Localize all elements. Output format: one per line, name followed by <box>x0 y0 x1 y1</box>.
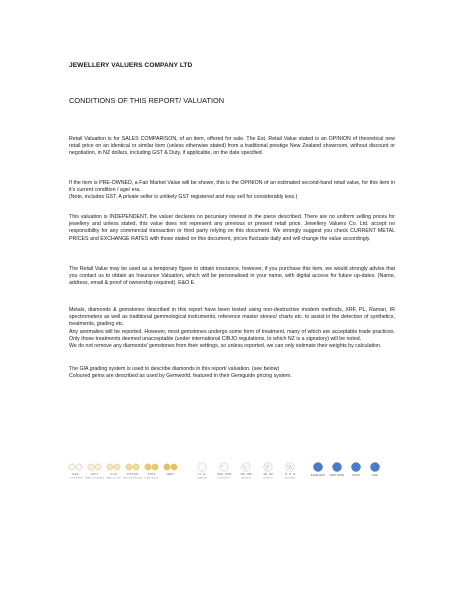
clarity-grade-desc: SLIGHTLY <box>263 477 273 480</box>
cut-grade-label: EXCELLENT <box>311 474 325 477</box>
cut-gem-icon <box>352 463 361 472</box>
paragraph-text: Coloured gems are described as used by Gemworld, featured in their Gemguide pricing system. <box>69 373 292 380</box>
cut-gem-icon <box>371 463 380 472</box>
cut-grade-label: GOOD <box>352 474 360 477</box>
inclusion-dot <box>267 468 268 469</box>
colour-gem-icon <box>171 464 177 470</box>
inclusion-dot <box>268 466 269 467</box>
colour-gem-icon <box>145 464 151 470</box>
colour-grade-label: G H I J <box>90 473 99 476</box>
clarity-grade-desc: V.SLIGHTLY <box>240 477 252 480</box>
colour-grade-desc: FAINT YELLOW <box>106 477 121 480</box>
clarity-gem-icon <box>198 463 206 471</box>
inclusion-dot <box>291 468 292 469</box>
clarity-grade-label: FL · IF <box>198 473 206 476</box>
clarity-grade-desc: INCLUDED <box>285 477 295 480</box>
page-heading: CONDITIONS OF THIS REPORT/ VALUATION <box>69 96 225 105</box>
colour-gem-icon <box>133 464 139 470</box>
clarity-gem-icon <box>264 463 272 471</box>
paragraph-text: Metals, diamonds & gemstones described in this report have been tested using non-destructive modern methods, XRF, PL, Raman, IR spectrometers as well as traditional gemmological instruments, reference master stones/ charts etc. to assist in the detection of synthetics, treatments, grading etc. <box>69 307 395 328</box>
inclusion-dot <box>289 468 290 469</box>
colour-gem-icon <box>69 464 75 470</box>
inclusion-dot <box>222 466 223 467</box>
colour-grade-desc: VERY LIGHT YELLOW <box>122 477 143 480</box>
colour-grade-label: N O P Q R <box>126 473 139 476</box>
paragraph-note: (Note, includes GST. A private seller is unlikely GST registered and may sell for considerably less.) <box>69 194 298 201</box>
paragraph-text: The Retail Value may be used as a temporary figure to obtain insurance, however, if you purchase this item, we would strongly advise that you contact us to obtain an Insurance Valuation, which will be personalised in your name, with digital access for future up-dates. (Name, address, email & proof of ownership required). E&O E. <box>69 266 395 287</box>
paragraph-text: Any anomalies will be reported. However, most gemstones undergo some form of treatment, many of which are acceptable trade practices. Only those treatments deemed unacceptable (under international CIBJO regulations, to which NZ is a signatory) will be noted. <box>69 328 395 342</box>
inclusion-dot <box>245 468 246 469</box>
clarity-grade-label: SI1 · SI2 <box>263 473 273 476</box>
colour-gem-icon <box>152 464 158 470</box>
inclusion-dot <box>290 466 291 467</box>
colour-gem-icon <box>126 464 132 470</box>
clarity-grade-label: VS1 · VS2 <box>240 473 252 476</box>
colour-grade-desc: COLOURLESS <box>69 477 82 480</box>
paragraph-text: Retail Valuation is for SALES COMPARISON, of an item, offered for sale. The Est. Retail Value stated is an OPINION of theoretical new retail price on an identical or similar item (unless otherwise stated) from a traditional prestige New Zealand showroom, without discount or negotiation, in NZ dollars, including GST & Duty, if applicable, on the date specified. <box>69 136 395 157</box>
paragraph-text: This valuation is INDEPENDENT, the valuer declares no pecuniary interest in the piece described. There are no uniform selling prices for jewellery and unless stated, this value does not represent any previous or present retail price. Jewellery Valuers Co. Ltd. accept no responsibility for any commercial transaction or third party relying on this document. We strongly suggest you check CURRENT METAL PRICES and EXCHANGE RATES with those stated on this document, prices fluctuate daily and will change the value accordingly. <box>69 214 395 242</box>
paragraph-text: If the item is PRE-OWNED, a Fair Market Value will be shown, this is the OPINION of an estimated second-hand retail value, for this item in it's current condition / age/ era. <box>69 180 395 194</box>
colour-grade-label: K L M <box>110 473 117 476</box>
cut-grade-label: VERY GOOD <box>329 474 345 477</box>
paragraph-independent <box>69 214 395 243</box>
company-name: JEWELLERY VALUERS COMPANY LTD <box>69 62 193 69</box>
cut-grade-label: FAIR <box>372 474 378 477</box>
inclusion-dot <box>266 466 267 467</box>
colour-gem-icon <box>95 464 101 470</box>
inclusion-dot <box>288 466 289 467</box>
cut-gem-icon <box>314 463 323 472</box>
colour-gem-icon <box>76 464 82 470</box>
clarity-grade-desc: FLAWLESS <box>196 477 208 480</box>
colour-gem-icon <box>114 464 120 470</box>
inclusion-dot <box>244 466 245 467</box>
diamond-grading-chart <box>66 459 391 481</box>
paragraph-retail-valuation <box>69 136 395 158</box>
paragraph-grading-system <box>69 366 395 380</box>
colour-grade-desc: NEAR COLOURLESS <box>85 477 104 480</box>
clarity-grade-label: VVS1 · VVS2 <box>216 473 232 476</box>
paragraph-pre-owned <box>69 180 395 202</box>
clarity-grade-label: I1 · I2 · I3 <box>284 473 296 476</box>
paragraph-testing-methods <box>69 307 395 350</box>
colour-gem-icon <box>107 464 113 470</box>
clarity-gem-icon <box>220 463 228 471</box>
grading-chart-image <box>66 459 391 481</box>
colour-gem-icon <box>164 464 170 470</box>
clarity-gem-icon <box>286 463 294 471</box>
colour-grade-label: FANCY <box>166 473 175 476</box>
colour-grade-desc: LIGHT YELLOW <box>144 477 159 480</box>
clarity-grade-desc: V.V.SLIGHTLY <box>217 477 231 480</box>
paragraph-text: We do not remove any diamonds/ gemstones from their settings, so unless reported, we can only estimate their weights by calculation. <box>69 343 382 350</box>
colour-grade-label: D E F <box>72 473 79 476</box>
cut-gem-icon <box>333 463 342 472</box>
colour-gem-icon <box>88 464 94 470</box>
paragraph-insurance <box>69 266 395 288</box>
clarity-gem-icon <box>242 463 250 471</box>
paragraph-text: The GIA grading system is used to describe diamonds in this report/ valuation. (see below) <box>69 366 280 372</box>
colour-grade-label: S TO Z <box>147 473 156 476</box>
